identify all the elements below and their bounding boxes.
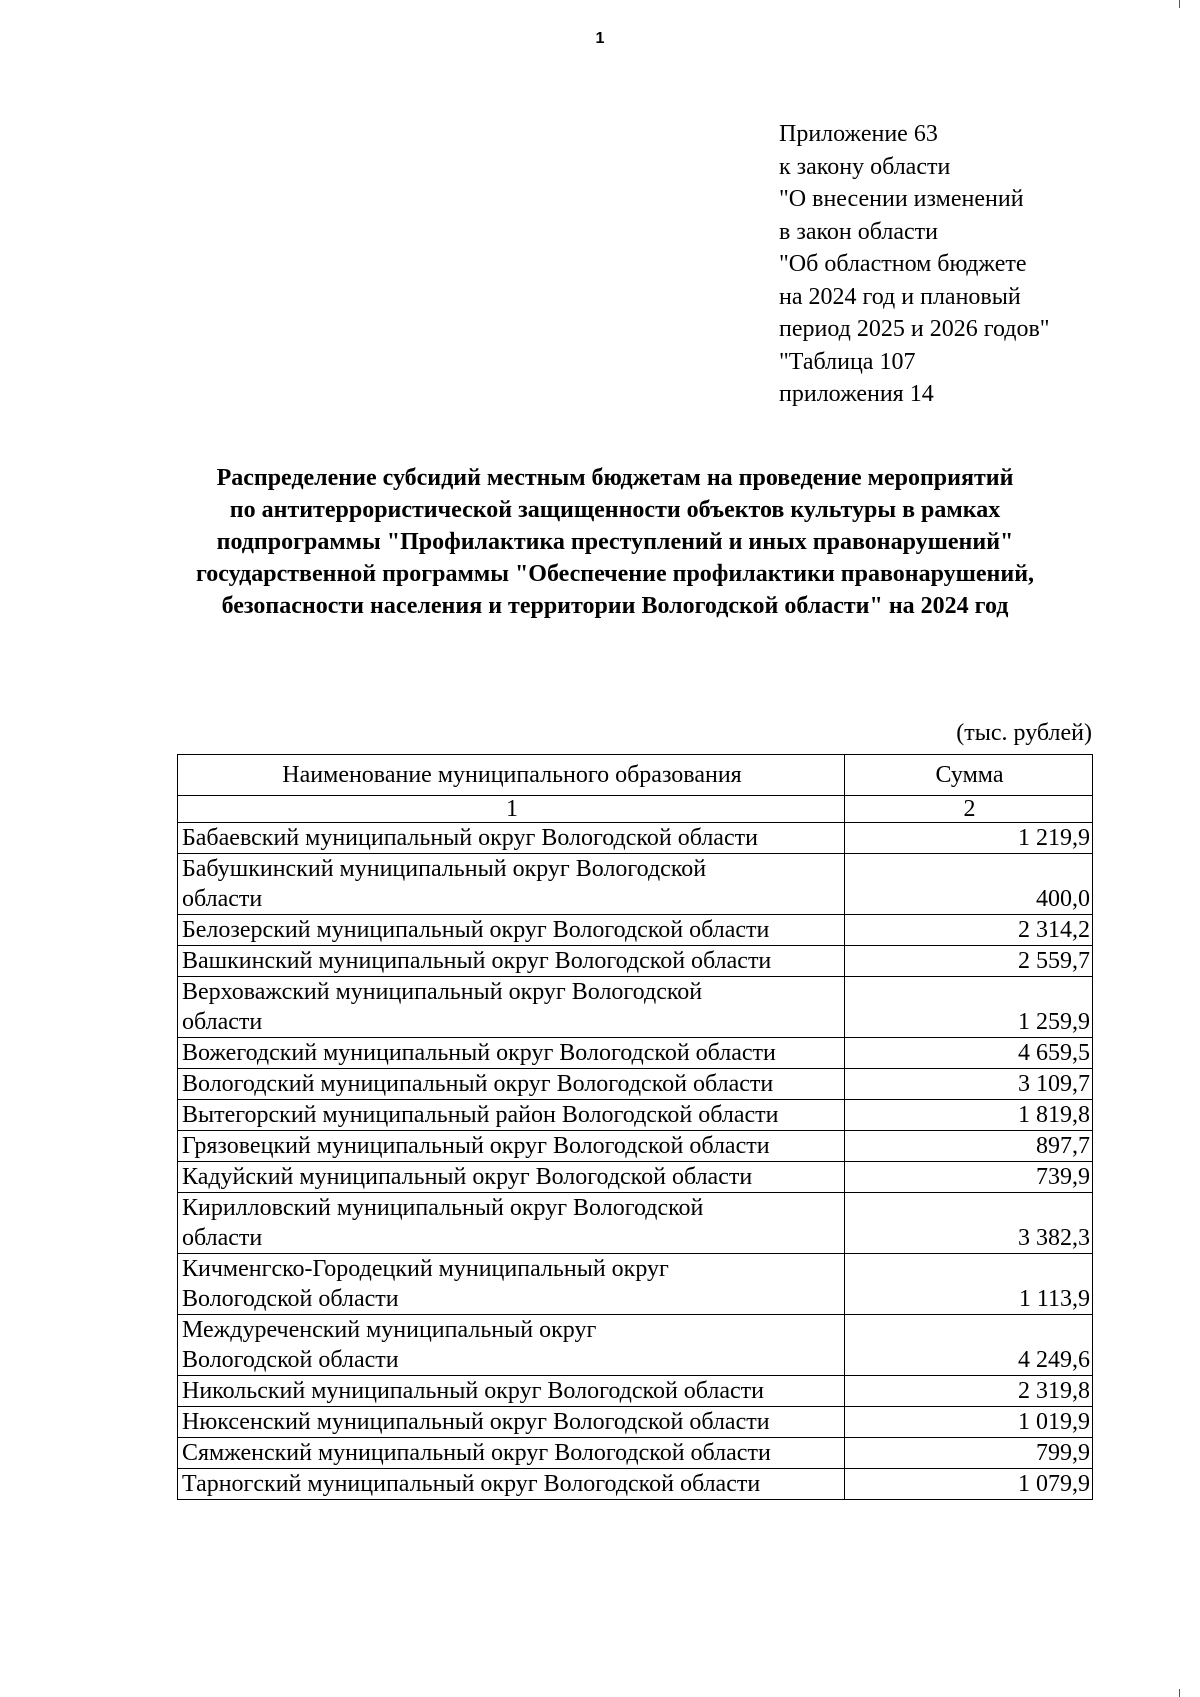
table-row bbox=[178, 1438, 1093, 1469]
municipality-name-line: Кичменгско-Городецкий муниципальный округ bbox=[182, 1256, 669, 1282]
table-header-row bbox=[178, 755, 1093, 796]
subsidy-amount: 3 382,3 bbox=[845, 1193, 1093, 1254]
municipality-name-line: Кадуйский муниципальный округ Вологодской области bbox=[182, 1164, 753, 1190]
municipality-name bbox=[178, 823, 845, 854]
municipality-name-line: Бабаевский муниципальный округ Вологодской области bbox=[182, 825, 758, 851]
municipality-name-line: Верховажский муниципальный округ Вологодской bbox=[182, 979, 703, 1005]
municipality-name bbox=[178, 1469, 845, 1500]
table-row bbox=[178, 1100, 1093, 1131]
subsidy-amount: 897,7 bbox=[845, 1131, 1093, 1162]
municipality-name-line: области bbox=[182, 1225, 263, 1251]
municipality-name-line: Бабушкинский муниципальный округ Вологодской bbox=[182, 856, 707, 882]
page-number: 1 bbox=[595, 30, 605, 47]
municipality-name-line: Вашкинский муниципальный округ Вологодской области bbox=[182, 948, 772, 974]
annex-block bbox=[779, 118, 1050, 411]
municipality-name-line: Вологодской области bbox=[182, 1347, 399, 1373]
municipality-name bbox=[178, 915, 845, 946]
title-line: государственной программы "Обеспечение профилактики правонарушений, bbox=[195, 561, 1035, 587]
municipality-name-line: Грязовецкий муниципальный округ Вологодской области bbox=[182, 1133, 770, 1159]
table-row bbox=[178, 1193, 1093, 1254]
municipality-name-line: Междуреченский муниципальный округ bbox=[182, 1317, 597, 1343]
municipality-name bbox=[178, 1193, 845, 1254]
subsidy-amount: 1 019,9 bbox=[845, 1407, 1093, 1438]
header-sum: Сумма bbox=[845, 755, 1093, 796]
table-row bbox=[178, 1131, 1093, 1162]
table-row bbox=[178, 915, 1093, 946]
annex-line: Приложение 63 bbox=[779, 121, 938, 147]
annex-line: "Об областном бюджете bbox=[779, 251, 1027, 277]
table-row bbox=[178, 1254, 1093, 1315]
document-title bbox=[150, 462, 1080, 622]
annex-line: на 2024 год и плановый bbox=[779, 283, 1021, 310]
municipality-name-line: Белозерский муниципальный округ Вологодской области bbox=[182, 917, 770, 943]
column-number-1: 1 bbox=[178, 796, 845, 823]
column-number-row bbox=[178, 796, 1093, 823]
subsidy-amount: 1 219,9 bbox=[845, 823, 1093, 854]
subsidy-amount: 4 659,5 bbox=[845, 1038, 1093, 1069]
municipality-name bbox=[178, 1162, 845, 1193]
header-name: Наименование муниципального образования bbox=[178, 755, 845, 796]
annex-line: к закону области bbox=[779, 153, 951, 180]
subsidy-amount: 1 259,9 bbox=[845, 977, 1093, 1038]
subsidy-amount: 400,0 bbox=[845, 854, 1093, 915]
municipality-name-line: Тарногский муниципальный округ Вологодской области bbox=[182, 1471, 761, 1497]
municipality-name-line: Вытегорский муниципальный район Вологодской области bbox=[182, 1102, 779, 1128]
table-row bbox=[178, 946, 1093, 977]
subsidy-amount: 739,9 bbox=[845, 1162, 1093, 1193]
subsidy-amount: 2 559,7 bbox=[845, 946, 1093, 977]
scan-edge-mark bbox=[1179, 0, 1180, 8]
scan-edge-mark bbox=[1179, 1689, 1180, 1697]
table-row bbox=[178, 823, 1093, 854]
annex-line: период 2025 и 2026 годов" bbox=[779, 316, 1050, 342]
table-row bbox=[178, 854, 1093, 915]
municipality-name bbox=[178, 1100, 845, 1131]
subsidy-amount: 2 319,8 bbox=[845, 1376, 1093, 1407]
municipality-name-line: Никольский муниципальный округ Вологодской области bbox=[182, 1378, 765, 1404]
municipality-name bbox=[178, 1407, 845, 1438]
subsidy-amount: 3 109,7 bbox=[845, 1069, 1093, 1100]
municipality-name-line: Вологодской области bbox=[182, 1286, 399, 1312]
municipality-name-line: области bbox=[182, 1009, 263, 1035]
table-row bbox=[178, 1069, 1093, 1100]
municipality-name bbox=[178, 1315, 845, 1376]
annex-line: "Таблица 107 bbox=[779, 348, 916, 375]
table-row bbox=[178, 977, 1093, 1038]
municipality-name-line: Сямженский муниципальный округ Вологодской области bbox=[182, 1440, 771, 1466]
table-row bbox=[178, 1038, 1093, 1069]
municipality-name bbox=[178, 854, 845, 915]
municipality-name bbox=[178, 1038, 845, 1069]
subsidy-amount: 799,9 bbox=[845, 1438, 1093, 1469]
municipality-name bbox=[178, 1131, 845, 1162]
table-row bbox=[178, 1315, 1093, 1376]
title-line: безопасности населения и территории Вологодской области" на 2024 год bbox=[221, 593, 1009, 619]
municipality-name-line: Вожегодский муниципальный округ Вологодской области bbox=[182, 1040, 776, 1066]
municipality-name-line: области bbox=[182, 886, 263, 912]
title-line: по антитеррористической защищенности объектов культуры в рамках bbox=[229, 497, 1001, 523]
municipality-name-line: Нюксенский муниципальный округ Вологодской области bbox=[182, 1409, 770, 1435]
table-row bbox=[178, 1162, 1093, 1193]
subsidy-table bbox=[177, 754, 1093, 1500]
column-number-2: 2 bbox=[845, 796, 1093, 823]
title-line: подпрограммы "Профилактика преступлений и иных правонарушений" bbox=[216, 529, 1014, 555]
annex-line: в закон области bbox=[779, 218, 938, 245]
municipality-name bbox=[178, 1438, 845, 1469]
municipality-name bbox=[178, 1376, 845, 1407]
subsidy-amount: 4 249,6 bbox=[845, 1315, 1093, 1376]
table-row bbox=[178, 1407, 1093, 1438]
subsidy-amount: 1 113,9 bbox=[845, 1254, 1093, 1315]
units-label: (тыс. рублей) bbox=[956, 720, 1092, 746]
title-line: Распределение субсидий местным бюджетам на проведение мероприятий bbox=[216, 465, 1014, 491]
table-row bbox=[178, 1376, 1093, 1407]
municipality-name bbox=[178, 1069, 845, 1100]
municipality-name-line: Кирилловский муниципальный округ Вологодской bbox=[182, 1195, 704, 1221]
municipality-name bbox=[178, 1254, 845, 1315]
subsidy-amount: 1 079,9 bbox=[845, 1469, 1093, 1500]
municipality-name bbox=[178, 977, 845, 1038]
annex-line: "О внесении изменений bbox=[779, 186, 1024, 212]
municipality-name-line: Вологодский муниципальный округ Вологодской области bbox=[182, 1071, 774, 1097]
annex-line: приложения 14 bbox=[779, 381, 934, 407]
municipality-name bbox=[178, 946, 845, 977]
table-row bbox=[178, 1469, 1093, 1500]
subsidy-amount: 2 314,2 bbox=[845, 915, 1093, 946]
subsidy-amount: 1 819,8 bbox=[845, 1100, 1093, 1131]
